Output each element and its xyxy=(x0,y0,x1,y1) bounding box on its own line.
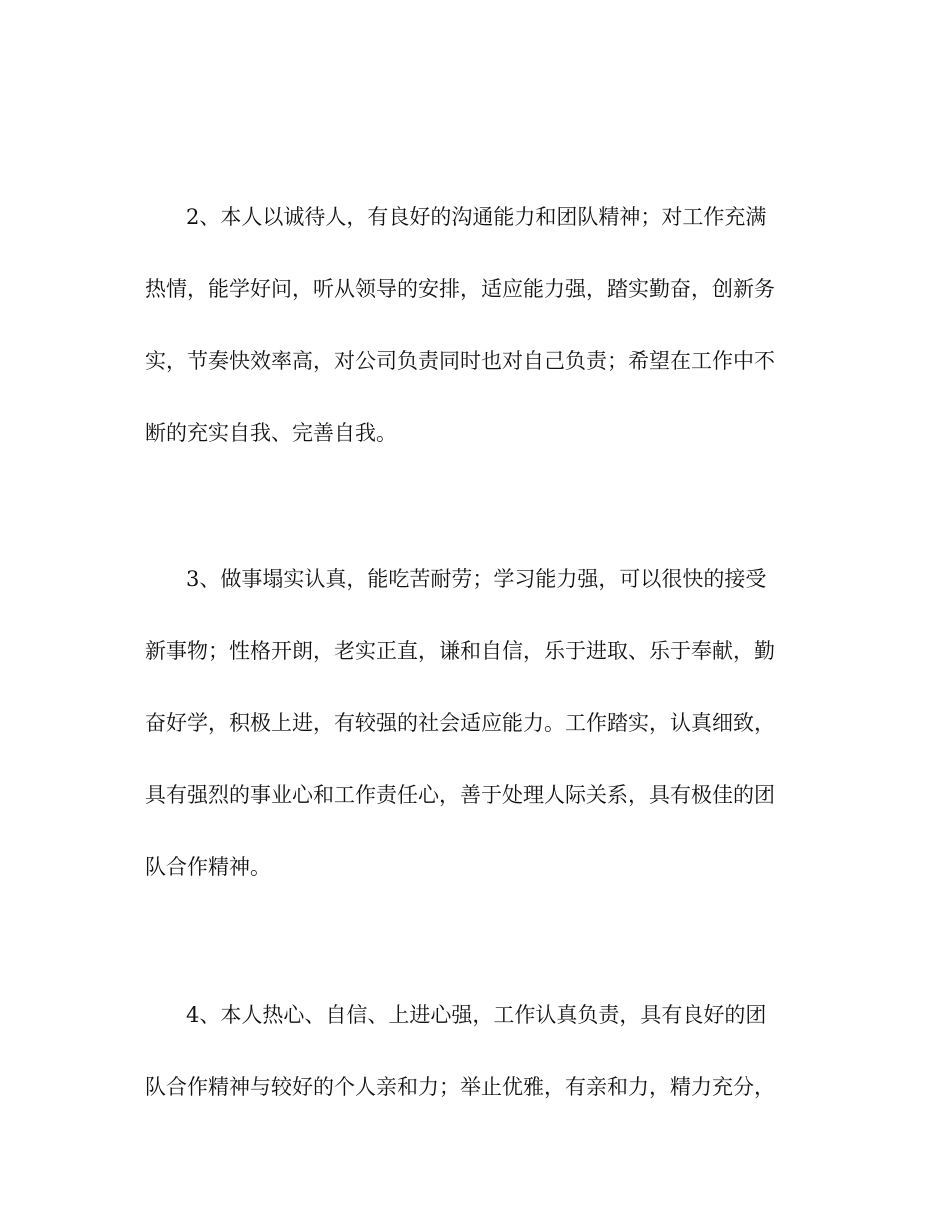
paragraph-line: 队合作精神与较好的个人亲和力；举止优雅，有亲和力，精力充分， xyxy=(145,1075,775,1099)
paragraph-line: 4、本人热心、自信、上进心强，工作认真负责，具有良好的团 xyxy=(186,1003,767,1027)
paragraph-line: 奋好学，积极上进，有较强的社会适应能力。工作踏实，认真细致， xyxy=(145,711,775,735)
paragraph-line: 实，节奏快效率高，对公司负责同时也对自己负责；希望在工作中不 xyxy=(145,349,775,373)
paragraph-line: 新事物；性格开朗，老实正直，谦和自信，乐于进取、乐于奉献，勤 xyxy=(145,639,775,663)
paragraph-line: 2、本人以诚待人，有良好的沟通能力和团队精神；对工作充满 xyxy=(186,205,767,229)
paragraph-line: 具有强烈的事业心和工作责任心，善于处理人际关系，具有极佳的团 xyxy=(145,783,775,807)
paragraph-line: 热情，能学好问，听从领导的安排，适应能力强，踏实勤奋，创新务 xyxy=(145,277,775,301)
paragraph-line: 断的充实自我、完善自我。 xyxy=(145,421,397,445)
paragraph-line: 队合作精神。 xyxy=(145,855,271,879)
paragraph-line: 3、做事塌实认真，能吃苦耐劳；学习能力强，可以很快的接受 xyxy=(186,567,767,591)
